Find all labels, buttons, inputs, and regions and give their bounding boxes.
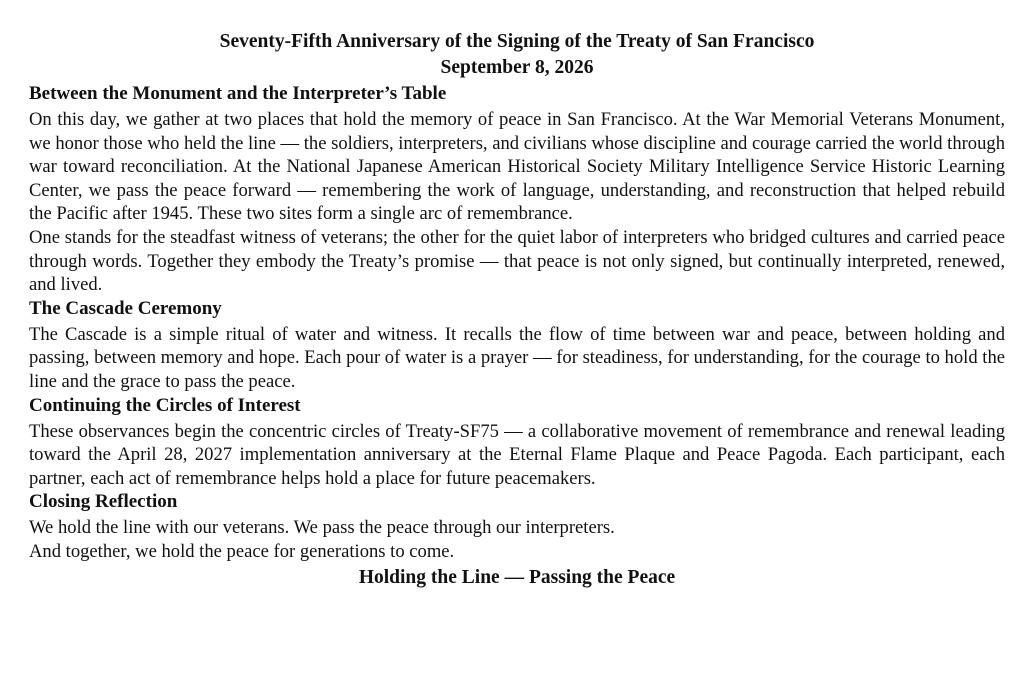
section-circles-of-interest <box>29 394 1005 491</box>
paragraph: These observances begin the concentric circles of Treaty-SF75 — a collaborative movement of remembrance and renewal leading toward the April 28, 2027 implementation anniversary at the Eternal Flame Plaque and Peace Pagoda. Each participant, each partner, each act of remembrance helps hold a place for future peacemakers. <box>29 420 1005 489</box>
section-heading: Closing Reflection <box>29 491 178 513</box>
closing-line: We hold the line with our veterans. We pass the peace through our interpreters. <box>29 517 615 539</box>
section-heading: The Cascade Ceremony <box>29 297 222 319</box>
document-tagline: Holding the Line — Passing the Peace <box>358 566 676 588</box>
closing-line: And together, we hold the peace for generations to come. <box>29 540 455 562</box>
document-date: September 8, 2026 <box>440 57 594 78</box>
section-monument-interpreter <box>29 82 1005 297</box>
section-heading: Continuing the Circles of Interest <box>29 394 301 416</box>
paragraph: The Cascade is a simple ritual of water and witness. It recalls the flow of time between war and peace, between holding and passing, between memory and hope. Each pour of water is a prayer — for steadiness, for understanding, for the courage to hold the line and the grace to pass the peace. <box>29 323 1005 392</box>
paragraph: One stands for the steadfast witness of veterans; the other for the quiet labor of interpreters who bridged cultures and carried peace through words. Together they embody the Treaty’s promise — that peace is not only signed, but continually interpreted, renewed, and lived. <box>29 226 1005 296</box>
document-title: Seventy-Fifth Anniversary of the Signing of the Treaty of San Francisco <box>219 31 815 52</box>
section-cascade-ceremony <box>29 297 1005 394</box>
section-heading: Between the Monument and the Interpreter’s Table <box>29 83 447 104</box>
section-closing-reflection <box>29 490 1005 563</box>
document-page <box>29 28 1005 591</box>
paragraph: On this day, we gather at two places that hold the memory of peace in San Francisco. At the War Memorial Veterans Monument, we honor those who held the line — the soldiers, interpreters, and civilians whose discipline and courage carried the world through war toward reconciliation. At the National Japanese American Historical Society Military Intelligence Service Historic Learning Center, we pass the peace forward — remembering the work of language, understanding, and reconstruction that helped rebuild the Pacific after 1945. These two sites form a single arc of remembrance. <box>29 109 1005 225</box>
